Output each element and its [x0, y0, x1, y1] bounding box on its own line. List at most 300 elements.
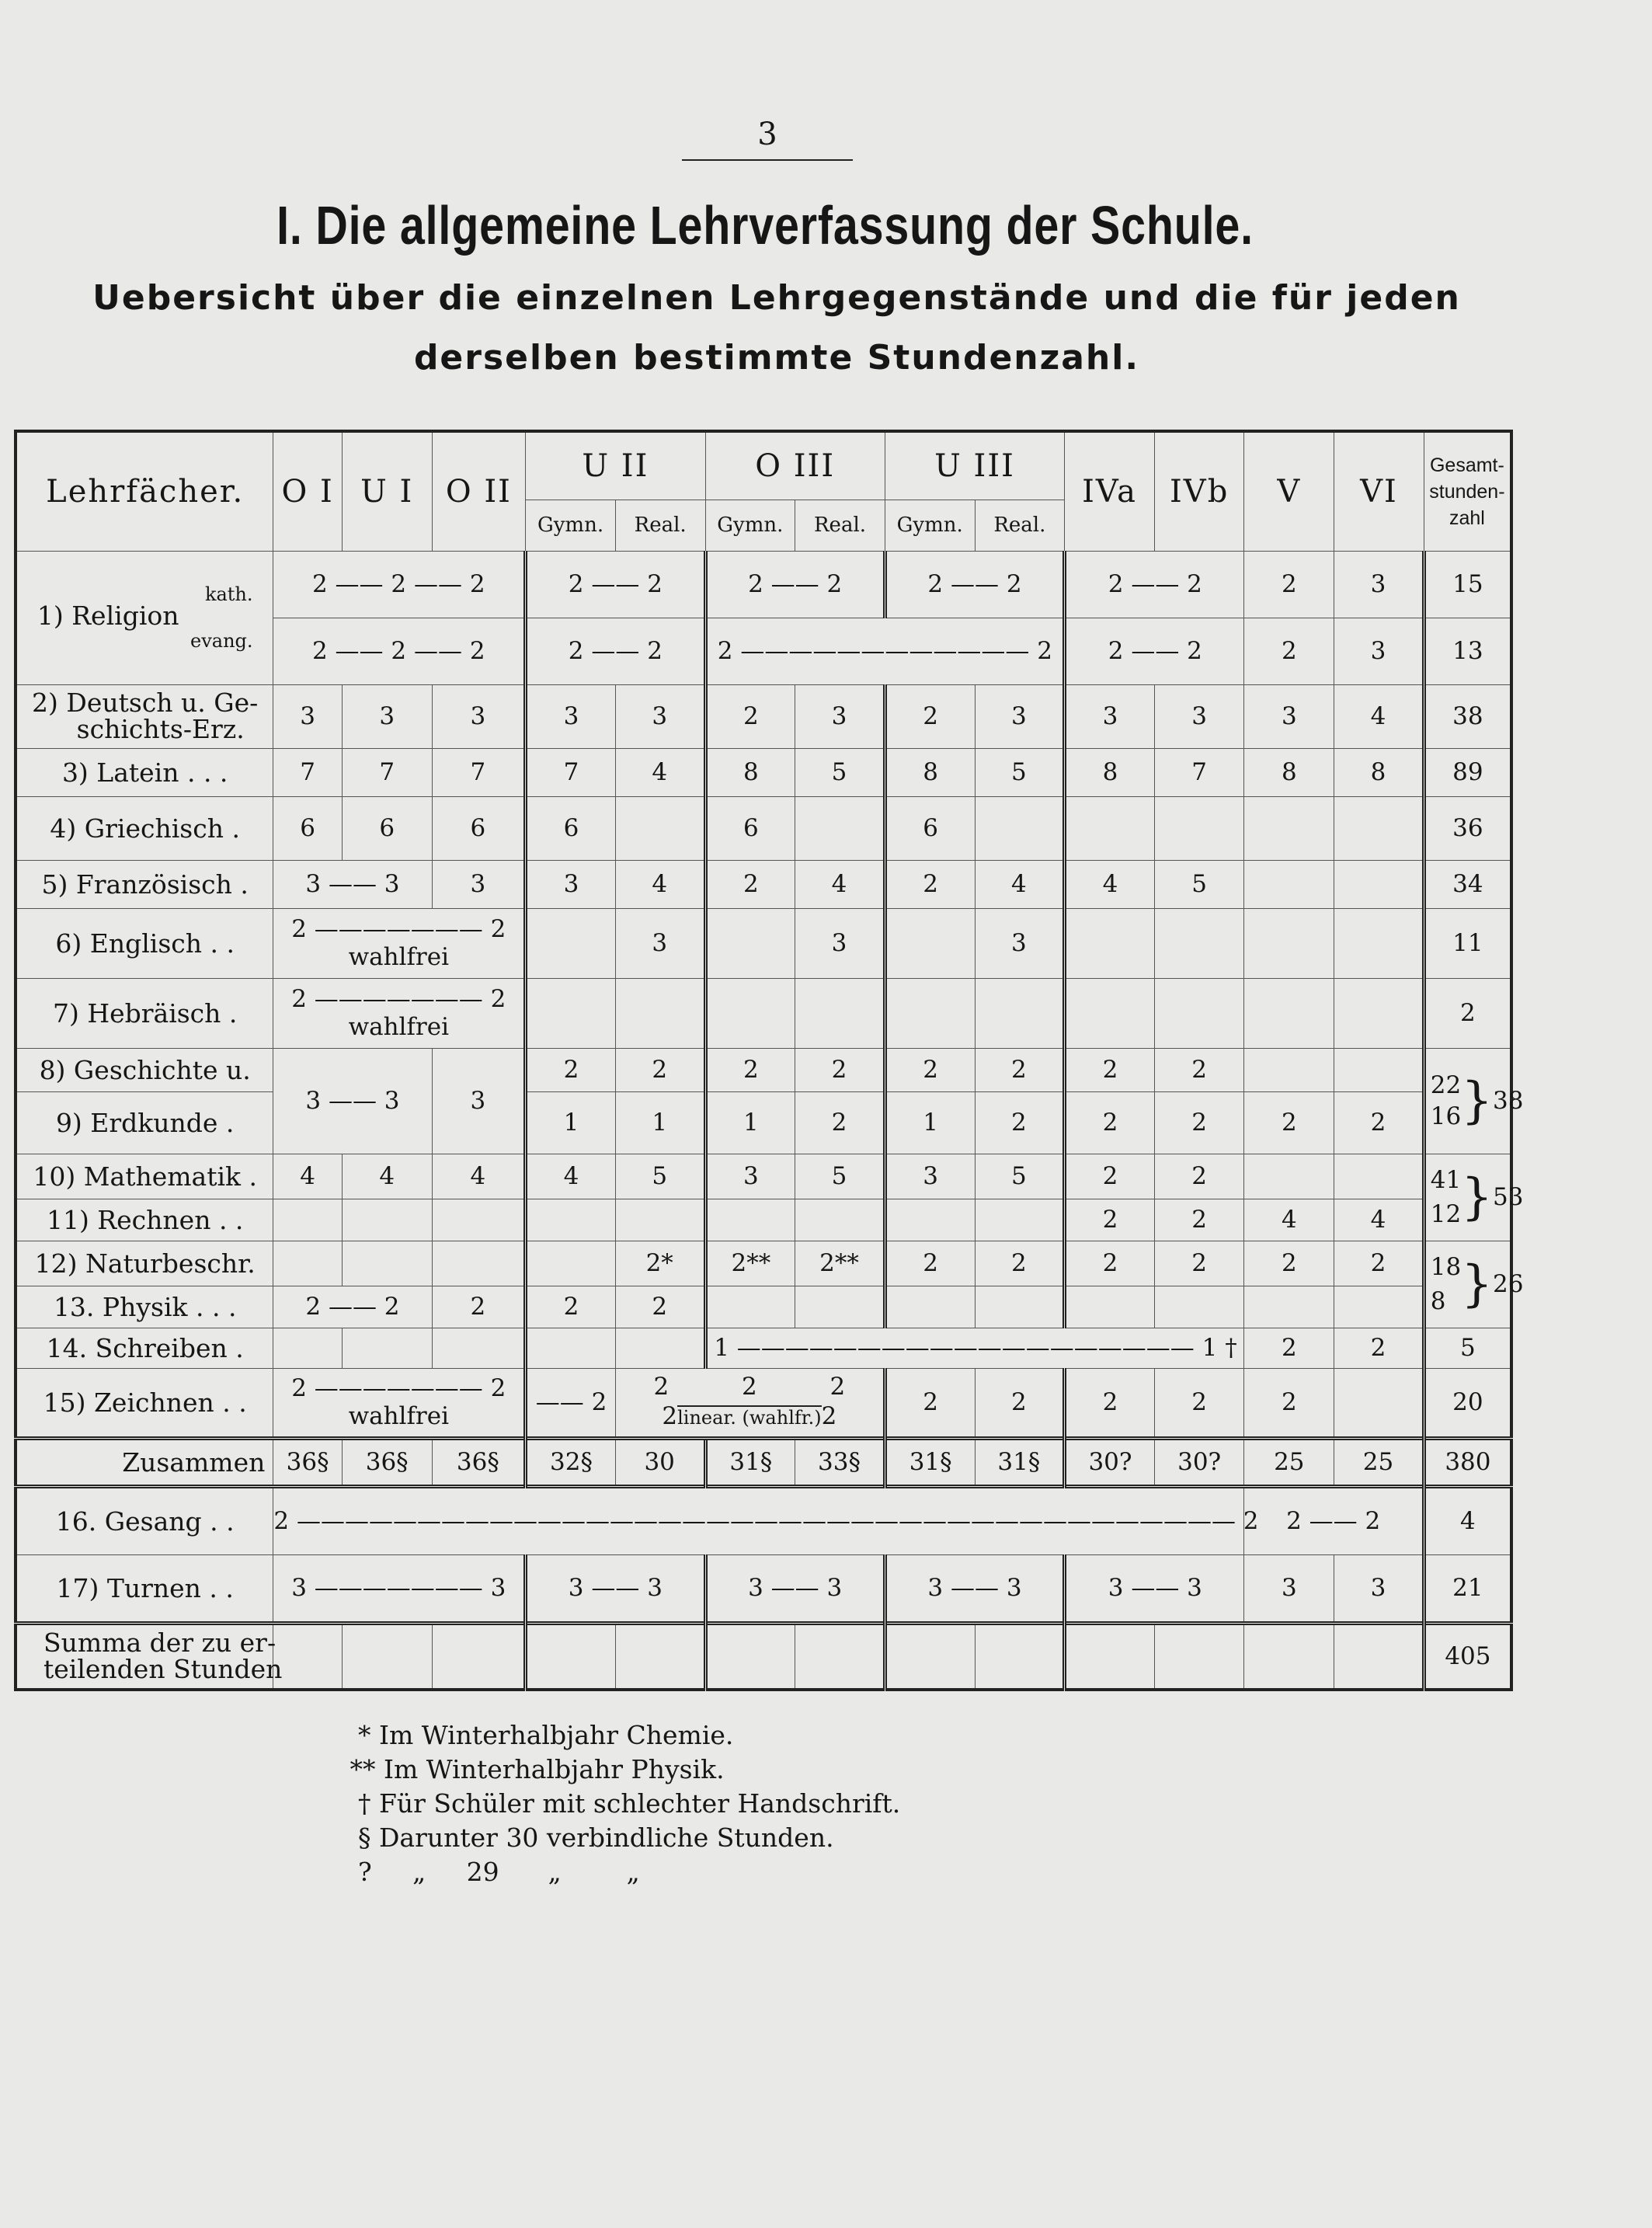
franzoesisch-oii: 3 [432, 860, 526, 908]
header-iva: IVa [1065, 431, 1155, 551]
hebraeisch-uii-real [615, 978, 705, 1048]
schreiben-uii-real [615, 1328, 705, 1368]
deutsch-uii-gymn: 3 [526, 684, 616, 748]
naturbeschr-v: 2 [1244, 1241, 1334, 1286]
geschichte-vi [1334, 1048, 1424, 1091]
englisch-oi-oii [273, 908, 526, 978]
schreiben-oiii-ivb: 1 ——————————————————— 1 † [705, 1328, 1244, 1368]
header-subject: Lehrfächer. [16, 431, 273, 551]
naturbeschr-label: 12) Naturbeschr. [16, 1241, 273, 1286]
hebraeisch-uiii-gymn [885, 978, 975, 1048]
hebraeisch-ivb [1154, 978, 1244, 1048]
religion-evang-oi-oii: 2 —— 2 —— 2 [273, 618, 526, 684]
latein-oi: 7 [273, 748, 343, 796]
griechisch-uii-gymn: 6 [526, 796, 616, 860]
mathematik-vi [1334, 1154, 1424, 1199]
religion-kath-oiii: 2 —— 2 [705, 551, 885, 618]
englisch-uii-real: 3 [615, 908, 705, 978]
griechisch-vi [1334, 796, 1424, 860]
gesang-total: 4 [1424, 1486, 1511, 1554]
griechisch-iva [1065, 796, 1155, 860]
hebraeisch-wahlfrei: wahlfrei [348, 1013, 450, 1041]
footnote: ** Im Winterhalbjahr Physik. [342, 1754, 725, 1784]
summa-ivb [1154, 1623, 1244, 1690]
zusammen-oi: 36§ [273, 1438, 343, 1486]
footnote: † Für Schüler mit schlechter Handschrift. [342, 1788, 901, 1819]
mathematik-rechnen-combined: 53 [1492, 1183, 1524, 1211]
religion-evang-uii: 2 —— 2 [526, 618, 705, 684]
summa-oiii-real [795, 1623, 885, 1690]
hebraeisch-uiii-real [975, 978, 1065, 1048]
erdkunde-oiii-real: 2 [795, 1091, 885, 1154]
englisch-vi [1334, 908, 1424, 978]
header-ivb: IVb [1154, 431, 1244, 551]
deutsch-oii: 3 [432, 684, 526, 748]
table-row [16, 1091, 1511, 1154]
geschichte-erdkunde-total: 22 16 }38 [1424, 1048, 1511, 1154]
franzoesisch-uiii-gymn: 2 [885, 860, 975, 908]
summa-oiii-gymn [705, 1623, 795, 1690]
naturbeschr-physik-combined: 26 [1492, 1270, 1524, 1298]
header-total-line-3: zahl [1449, 507, 1485, 529]
zeichnen-v: 2 [1244, 1368, 1334, 1438]
physik-label: 13. Physik . . . [16, 1286, 273, 1328]
franzoesisch-oiii-gymn: 2 [705, 860, 795, 908]
griechisch-oii: 6 [432, 796, 526, 860]
header-uii-gymn: Gymn. [526, 500, 616, 551]
zeichnen-uii-real: 2 [653, 1373, 669, 1401]
griechisch-label: 4) Griechisch . [16, 796, 273, 860]
summa-uii-gymn [526, 1623, 616, 1690]
geschichte-v [1244, 1048, 1334, 1091]
franzoesisch-total: 34 [1424, 860, 1511, 908]
erdkunde-vi: 2 [1334, 1091, 1424, 1154]
footnote: ? „ 29 „ „ [342, 1857, 640, 1887]
table-row [16, 1623, 1511, 1690]
hebraeisch-v [1244, 978, 1334, 1048]
erdkunde-uii-real: 1 [615, 1091, 705, 1154]
religion-evang-label: evang. [190, 630, 253, 652]
deutsch-total: 38 [1424, 684, 1511, 748]
rechnen-oiii-gymn [705, 1199, 795, 1241]
summa-oi [273, 1623, 343, 1690]
franzoesisch-oiii-real: 4 [795, 860, 885, 908]
footnote: § Darunter 30 verbindliche Stunden. [342, 1822, 834, 1853]
rechnen-uiii-gymn [885, 1199, 975, 1241]
zusammen-ui: 36§ [342, 1438, 432, 1486]
schreiben-label: 14. Schreiben . [16, 1328, 273, 1368]
header-ui: U I [342, 431, 432, 551]
physik-oiii-real [795, 1286, 885, 1328]
physik-uiii-gymn [885, 1286, 975, 1328]
zusammen-oiii-real: 33§ [795, 1438, 885, 1486]
griechisch-v [1244, 796, 1334, 860]
header-total-line-2: stunden- [1429, 480, 1505, 503]
latein-total: 89 [1424, 748, 1511, 796]
geschichte-label: 8) Geschichte u. [16, 1048, 273, 1091]
physik-uiii-real [975, 1286, 1065, 1328]
table-row [16, 1438, 1511, 1486]
zeichnen-label: 15) Zeichnen . . [16, 1368, 273, 1438]
physik-vi [1334, 1286, 1424, 1328]
hebraeisch-label: 7) Hebräisch . [16, 978, 273, 1048]
table-row [16, 1154, 1511, 1199]
schreiben-oii [432, 1328, 526, 1368]
rechnen-oii [432, 1199, 526, 1241]
geschichte-ivb: 2 [1154, 1048, 1244, 1091]
zeichnen-oi-oii [273, 1368, 526, 1438]
gesang-oi-ivb: 2 ——————————————————————————————————————— 2 [273, 1486, 1244, 1554]
table-row [16, 1486, 1511, 1554]
zusammen-uiii-real: 31§ [975, 1438, 1065, 1486]
englisch-wahlfrei: wahlfrei [348, 943, 450, 971]
table-row [16, 684, 1511, 748]
physik-oi-ui: 2 —— 2 [273, 1286, 432, 1328]
religion-evang-oiii-uiii: 2 ———————————— 2 [705, 618, 1065, 684]
englisch-oiii-gymn [705, 908, 795, 978]
deutsch-label-line-2: schichts-Erz. [76, 714, 245, 744]
schreiben-ui [342, 1328, 432, 1368]
physik-ivb [1154, 1286, 1244, 1328]
schreiben-v: 2 [1244, 1328, 1334, 1368]
footnote: * Im Winterhalbjahr Chemie. [342, 1720, 734, 1750]
summa-vi [1334, 1623, 1424, 1690]
page-title: I. Die allgemeine Lehrverfassung der Schule. [276, 195, 1254, 256]
geschichte-total: 22 [1430, 1071, 1462, 1099]
summa-oii [432, 1623, 526, 1690]
table-row [16, 748, 1511, 796]
turnen-label: 17) Turnen . . [16, 1554, 273, 1623]
table-row [16, 551, 1511, 618]
latein-uiii-gymn: 8 [885, 748, 975, 796]
zusammen-uii-real: 30 [615, 1438, 705, 1486]
griechisch-oiii-real [795, 796, 885, 860]
zeichnen-uii-real-oiii [615, 1368, 885, 1438]
header-v: V [1244, 431, 1334, 551]
latein-uii-gymn: 7 [526, 748, 616, 796]
physik-oiii-gymn [705, 1286, 795, 1328]
turnen-v: 3 [1244, 1554, 1334, 1623]
naturbeschr-iva: 2 [1065, 1241, 1155, 1286]
table-row [16, 1554, 1511, 1623]
zeichnen-span: 2 ——————— 2 [291, 1374, 506, 1402]
franzoesisch-uii-real: 4 [615, 860, 705, 908]
rechnen-v: 4 [1244, 1199, 1334, 1241]
table-row [16, 796, 1511, 860]
hebraeisch-oiii-real [795, 978, 885, 1048]
mathematik-v [1244, 1154, 1334, 1199]
physik-oii: 2 [432, 1286, 526, 1328]
zeichnen-oiii-gymn: 2 [741, 1373, 757, 1401]
griechisch-oiii-gymn: 6 [705, 796, 795, 860]
religion-label-cell [16, 551, 273, 684]
table-row [16, 1368, 1511, 1438]
mathematik-oi: 4 [273, 1154, 343, 1199]
mathematik-uii-real: 5 [615, 1154, 705, 1199]
table-row [16, 908, 1511, 978]
englisch-total: 11 [1424, 908, 1511, 978]
table-row [16, 1241, 1511, 1286]
erdkunde-uiii-gymn: 1 [885, 1091, 975, 1154]
zeichnen-uiii-gymn: 2 [885, 1368, 975, 1438]
rechnen-uii-real [615, 1199, 705, 1241]
zeichnen-iva: 2 [1065, 1368, 1155, 1438]
rechnen-iva: 2 [1065, 1199, 1155, 1241]
turnen-uii: 3 —— 3 [526, 1554, 705, 1623]
header-uii: U II [526, 431, 705, 500]
mathematik-ui: 4 [342, 1154, 432, 1199]
header-oi: O I [273, 431, 343, 551]
geschichte-uii-gymn: 2 [526, 1048, 616, 1091]
summa-uii-real [615, 1623, 705, 1690]
deutsch-v: 3 [1244, 684, 1334, 748]
zusammen-total: 380 [1424, 1438, 1511, 1486]
franzoesisch-v [1244, 860, 1334, 908]
franzoesisch-uiii-real: 4 [975, 860, 1065, 908]
physik-total: 8 [1430, 1287, 1446, 1315]
erdkunde-uii-gymn: 1 [526, 1091, 616, 1154]
rechnen-total: 12 [1430, 1200, 1462, 1228]
rechnen-ui [342, 1199, 432, 1241]
religion-evang-iv: 2 —— 2 [1065, 618, 1244, 684]
englisch-uii-gymn [526, 908, 616, 978]
latein-ui: 7 [342, 748, 432, 796]
religion-evang-vi: 3 [1334, 618, 1424, 684]
latein-iva: 8 [1065, 748, 1155, 796]
page-number-rule [682, 159, 853, 161]
franzoesisch-ivb: 5 [1154, 860, 1244, 908]
table-row [16, 1328, 1511, 1368]
griechisch-oi: 6 [273, 796, 343, 860]
latein-uiii-real: 5 [975, 748, 1065, 796]
mathematik-ivb: 2 [1154, 1154, 1244, 1199]
deutsch-ivb: 3 [1154, 684, 1244, 748]
zeichnen-total: 20 [1424, 1368, 1511, 1438]
mathematik-uii-gymn: 4 [526, 1154, 616, 1199]
naturbeschr-oi [273, 1241, 343, 1286]
englisch-v [1244, 908, 1334, 978]
naturbeschr-oiii-gymn: 2** [705, 1241, 795, 1286]
erdkunde-oi-ui: 3 —— 3 [273, 1048, 432, 1154]
griechisch-uii-real [615, 796, 705, 860]
turnen-oiii: 3 —— 3 [705, 1554, 885, 1623]
englisch-label: 6) Englisch . . [16, 908, 273, 978]
latein-label: 3) Latein . . . [16, 748, 273, 796]
hebraeisch-span: 2 ——————— 2 [291, 985, 506, 1013]
gesang-v-vi: 2 —— 2 [1244, 1486, 1424, 1554]
rechnen-ivb: 2 [1154, 1199, 1244, 1241]
religion-kath-label: kath. [204, 583, 253, 605]
zeichnen-uiii-real: 2 [975, 1368, 1065, 1438]
griechisch-ivb [1154, 796, 1244, 860]
header-oii: O II [432, 431, 526, 551]
summa-v [1244, 1623, 1334, 1690]
header-vi: VI [1334, 431, 1424, 551]
latein-oii: 7 [432, 748, 526, 796]
hebraeisch-oi-oii [273, 978, 526, 1048]
religion-kath-iv: 2 —— 2 [1065, 551, 1244, 618]
rechnen-uiii-real [975, 1199, 1065, 1241]
deutsch-iva: 3 [1065, 684, 1155, 748]
latein-oiii-real: 5 [795, 748, 885, 796]
zusammen-v: 25 [1244, 1438, 1334, 1486]
erdkunde-label: 9) Erdkunde . [16, 1091, 273, 1154]
englisch-uiii-real: 3 [975, 908, 1065, 978]
naturbeschr-oiii-real: 2** [795, 1241, 885, 1286]
erdkunde-oii: 3 [432, 1048, 526, 1154]
header-total [1424, 431, 1511, 551]
mathematik-oiii-real: 5 [795, 1154, 885, 1199]
rechnen-oi [273, 1199, 343, 1241]
religion-kath-oi-oii: 2 —— 2 —— 2 [273, 551, 526, 618]
schreiben-total: 5 [1424, 1328, 1511, 1368]
header-oiii-gymn: Gymn. [705, 500, 795, 551]
mathematik-oii: 4 [432, 1154, 526, 1199]
deutsch-oiii-real: 3 [795, 684, 885, 748]
subtitle-line-1: Uebersicht über die einzelnen Lehrgegenstände und die für jeden [92, 278, 1461, 318]
table-row [16, 860, 1511, 908]
griechisch-ui: 6 [342, 796, 432, 860]
latein-vi: 8 [1334, 748, 1424, 796]
turnen-total: 21 [1424, 1554, 1511, 1623]
rechnen-oiii-real [795, 1199, 885, 1241]
englisch-iva [1065, 908, 1155, 978]
religion-label: 1) Religion [37, 601, 179, 631]
deutsch-ui: 3 [342, 684, 432, 748]
griechisch-uiii-gymn: 6 [885, 796, 975, 860]
rechnen-vi: 4 [1334, 1199, 1424, 1241]
schreiben-vi: 2 [1334, 1328, 1424, 1368]
physik-uii-gymn: 2 [526, 1286, 616, 1328]
deutsch-vi: 4 [1334, 684, 1424, 748]
mathematik-uiii-gymn: 3 [885, 1154, 975, 1199]
franzoesisch-vi [1334, 860, 1424, 908]
zeichnen-ivb: 2 [1154, 1368, 1244, 1438]
rechnen-label: 11) Rechnen . . [16, 1199, 273, 1241]
table-row [16, 1048, 1511, 1091]
englisch-span: 2 ——————— 2 [291, 915, 506, 943]
naturbeschr-uii-real: 2* [615, 1241, 705, 1286]
zusammen-uiii-gymn: 31§ [885, 1438, 975, 1486]
physik-uii-real: 2 [615, 1286, 705, 1328]
religion-kath-uiii: 2 —— 2 [885, 551, 1064, 618]
rechnen-uii-gymn [526, 1199, 616, 1241]
franzoesisch-label: 5) Französisch . [16, 860, 273, 908]
mathematik-total: 41 [1430, 1166, 1462, 1194]
hebraeisch-vi [1334, 978, 1424, 1048]
naturbeschr-ui [342, 1241, 432, 1286]
footnotes [342, 1718, 900, 1889]
hebraeisch-uii-gymn [526, 978, 616, 1048]
zeichnen-uii-gymn: —— 2 [526, 1368, 616, 1438]
header-uii-real: Real. [615, 500, 705, 551]
gesang-label: 16. Gesang . . [16, 1486, 273, 1554]
summa-label-line-2: teilenden Stunden [43, 1654, 283, 1685]
griechisch-uiii-real [975, 796, 1065, 860]
geschichte-uiii-gymn: 2 [885, 1048, 975, 1091]
naturbeschr-oii [432, 1241, 526, 1286]
zusammen-oii: 36§ [432, 1438, 526, 1486]
erdkunde-iva: 2 [1065, 1091, 1155, 1154]
erdkunde-total: 16 [1430, 1102, 1462, 1130]
erdkunde-ivb: 2 [1154, 1091, 1244, 1154]
latein-oiii-gymn: 8 [705, 748, 795, 796]
erdkunde-oiii-gymn: 1 [705, 1091, 795, 1154]
table-row [16, 978, 1511, 1048]
turnen-uiii: 3 —— 3 [885, 1554, 1064, 1623]
header-oiii-real: Real. [795, 500, 885, 551]
table-row [16, 1199, 1511, 1241]
header-uiii-gymn: Gymn. [885, 500, 975, 551]
header-uiii: U III [885, 431, 1064, 500]
naturbeschr-total: 18 [1430, 1253, 1462, 1281]
naturbeschr-ivb: 2 [1154, 1241, 1244, 1286]
hebraeisch-iva [1065, 978, 1155, 1048]
naturbeschr-physik-total: 18 8 }26 [1424, 1241, 1511, 1328]
physik-iva [1065, 1286, 1155, 1328]
summa-uiii-real [975, 1623, 1065, 1690]
zeichnen-wahlfrei: wahlfrei [348, 1402, 450, 1430]
deutsch-uiii-real: 3 [975, 684, 1065, 748]
zeichnen-linear-note: linear. (wahlfr.) [677, 1407, 822, 1429]
turnen-vi: 3 [1334, 1554, 1424, 1623]
zeichnen-vi [1334, 1368, 1424, 1438]
religion-evang-v: 2 [1244, 618, 1334, 684]
summa-total: 405 [1424, 1623, 1511, 1690]
zusammen-ivb: 30? [1154, 1438, 1244, 1486]
physik-v [1244, 1286, 1334, 1328]
latein-ivb: 7 [1154, 748, 1244, 796]
page-number: 3 [757, 117, 777, 152]
table-row [16, 1286, 1511, 1328]
summa-uiii-gymn [885, 1623, 975, 1690]
zeichnen-uii-real-2: 2 [662, 1402, 678, 1430]
griechisch-total: 36 [1424, 796, 1511, 860]
hebraeisch-oiii-gymn [705, 978, 795, 1048]
franzoesisch-iva: 4 [1065, 860, 1155, 908]
englisch-uiii-gymn [885, 908, 975, 978]
zeichnen-oiii-real-2: 2 [821, 1402, 837, 1430]
religion-kath-vi: 3 [1334, 551, 1424, 618]
mathematik-label: 10) Mathematik . [16, 1154, 273, 1199]
deutsch-oi: 3 [273, 684, 343, 748]
geschichte-uiii-real: 2 [975, 1048, 1065, 1091]
subtitle-line-2: derselben bestimmte Stundenzahl. [413, 338, 1140, 378]
religion-kath-v: 2 [1244, 551, 1334, 618]
summa-label-line-1: Summa der zu er- [43, 1627, 276, 1659]
deutsch-uii-real: 3 [615, 684, 705, 748]
deutsch-label [16, 684, 273, 748]
englisch-oiii-real: 3 [795, 908, 885, 978]
header-oiii: O III [705, 431, 885, 500]
header-total-line-1: Gesamt- [1429, 454, 1504, 476]
header-uiii-real: Real. [975, 500, 1065, 551]
turnen-iv: 3 —— 3 [1065, 1554, 1244, 1623]
latein-uii-real: 4 [615, 748, 705, 796]
lesson-hours-table [14, 430, 1524, 1691]
turnen-oi-oii: 3 ——————— 3 [273, 1554, 526, 1623]
deutsch-oiii-gymn: 2 [705, 684, 795, 748]
zusammen-oiii-gymn: 31§ [705, 1438, 795, 1486]
zusammen-label: Zusammen [16, 1438, 273, 1486]
deutsch-label-line-1: 2) Deutsch u. Ge- [32, 688, 259, 718]
naturbeschr-uii-gymn [526, 1241, 616, 1286]
mathematik-iva: 2 [1065, 1154, 1155, 1199]
zusammen-iva: 30? [1065, 1438, 1155, 1486]
mathematik-uiii-real: 5 [975, 1154, 1065, 1199]
geschichte-uii-real: 2 [615, 1048, 705, 1091]
erdkunde-uiii-real: 2 [975, 1091, 1065, 1154]
